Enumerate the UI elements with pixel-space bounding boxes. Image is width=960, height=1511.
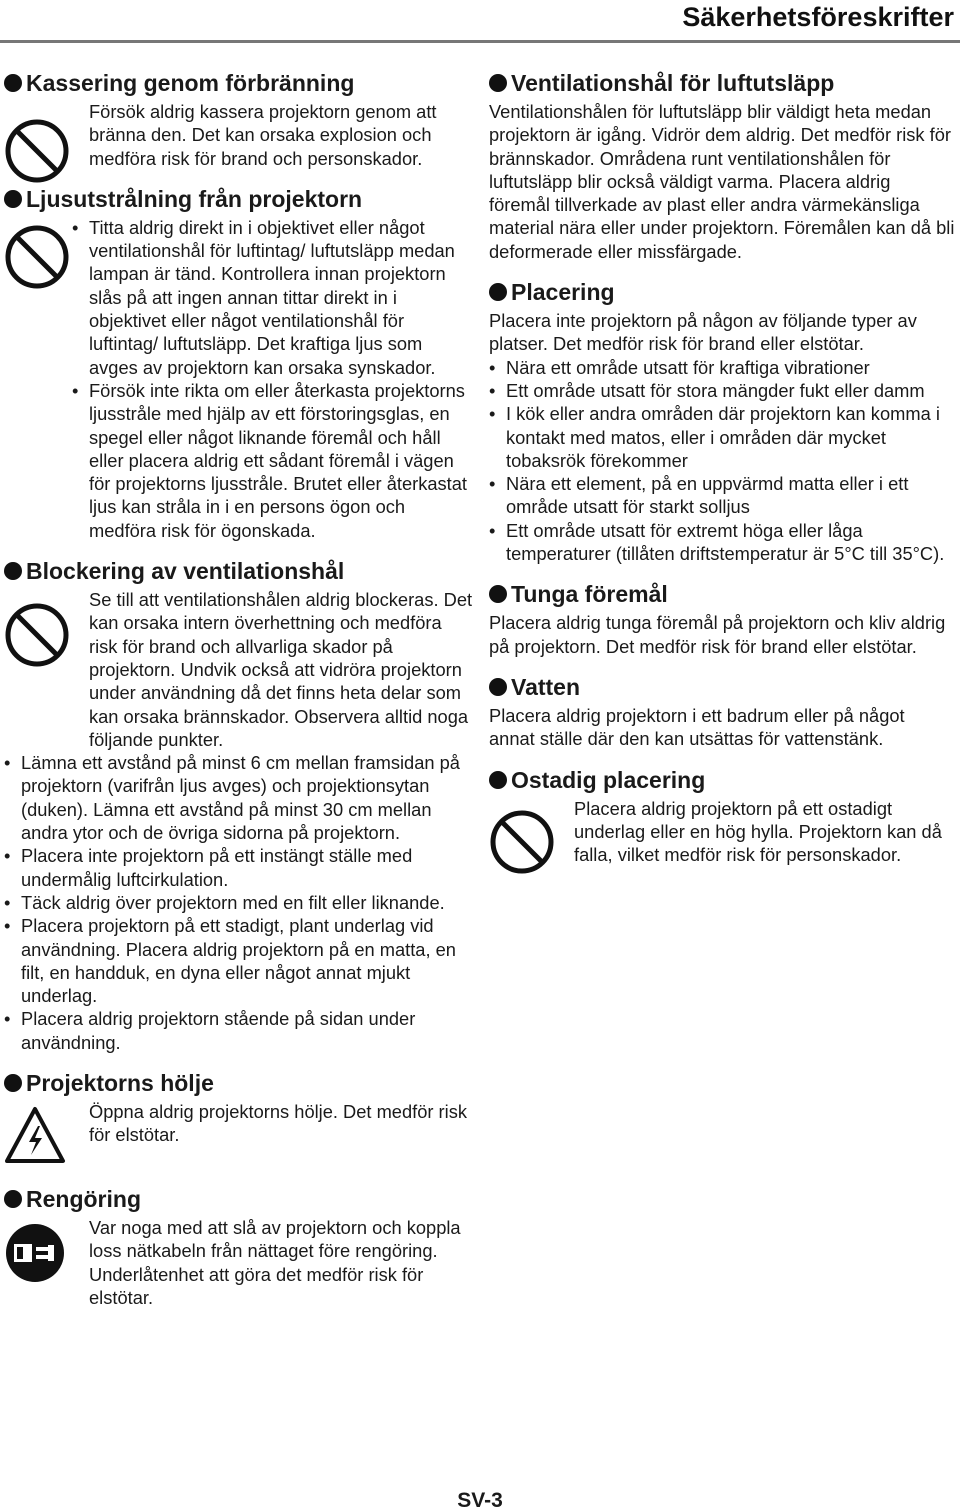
section-text: Placera aldrig projektorn på ett ostadigt underlag eller en hög hylla. Projektorn kan då falla, vilket medför risk för personskador. <box>574 797 942 866</box>
section-text: Placera aldrig tunga föremål på projektorn och kliv aldrig på projektorn. Det medför risk för brand eller elstötar. <box>489 612 946 657</box>
list-item: • Placera aldrig projektorn stående på sidan under användning. <box>4 1007 474 1054</box>
section-kassering <box>4 68 474 170</box>
section-ljusutstralning <box>4 184 474 542</box>
bullet-dot-icon <box>4 1190 22 1208</box>
bullet-dot-icon <box>489 771 507 789</box>
bullet-dot-icon <box>4 1074 22 1092</box>
bullet-list <box>4 751 474 1054</box>
section-text: Öppna aldrig projektorns hölje. Det medför risk för elstötar. <box>89 1100 467 1146</box>
section-title: Projektorns hölje <box>26 1069 214 1096</box>
list-item: • Täck aldrig över projektorn med en filt eller liknande. <box>4 891 474 914</box>
left-column <box>4 68 474 1323</box>
section-text: Se till att ventilationshålen aldrig blockeras. Det kan orsaka intern överhettning och medföra risk för brand och allvarliga skador på projektorn. Undvik också att vidröra projektorn under användning då det finns heta delar som kan orsaka brännskador. Observera alltid noga följande punkter. <box>89 589 473 750</box>
bullet-list <box>4 216 474 542</box>
prohibition-icon <box>489 809 555 875</box>
prohibition-icon <box>4 224 70 290</box>
list-item: • Lämna ett avstånd på minst 6 cm mellan framsidan på projektorn (varifrån ljus avges) och projektionsytan (duken). Lämna ett avstånd på minst 30 cm mellan andra ytor och de övriga sidorna på projektorn. <box>4 751 474 844</box>
bullet-dot-icon <box>489 678 507 696</box>
section-blockering <box>4 556 474 1054</box>
section-text: Var noga med att slå av projektorn och koppla loss nätkabeln från nättaget före rengöring. Underlåtenhet att göra det medför risk för elstötar. <box>89 1216 461 1308</box>
header-rule <box>0 40 960 43</box>
bullet-dot-icon <box>4 74 22 92</box>
section-text: Försök aldrig kassera projektorn genom att bränna den. Det kan orsaka explosion och medföra risk för brand och personskador. <box>89 101 437 169</box>
section-title: Ljusutstrålning från projektorn <box>26 185 363 212</box>
section-title: Ostadig placering <box>511 766 706 793</box>
list-item: • Ett område utsatt för extremt höga eller låga temperaturer (tillåten driftstemperatur är 5°C till 35°C). <box>489 519 955 566</box>
section-ostadig-placering <box>489 765 955 867</box>
section-vatten <box>489 672 955 751</box>
section-title: Tunga föremål <box>511 581 668 608</box>
bullet-dot-icon <box>4 190 22 208</box>
section-text: Placera inte projektorn på någon av följande typer av platser. Det medför risk för brand eller elstötar. <box>489 310 917 355</box>
list-item: • Placera inte projektorn på ett instängt ställe med undermålig luftcirkulation. <box>4 844 474 891</box>
section-title: Vatten <box>511 673 581 700</box>
section-holje <box>4 1068 474 1170</box>
section-title: Placering <box>511 279 615 306</box>
bullet-dot-icon <box>489 74 507 92</box>
right-column <box>489 68 955 880</box>
prohibition-icon <box>4 118 70 184</box>
section-title: Rengöring <box>26 1185 141 1212</box>
bullet-dot-icon <box>489 585 507 603</box>
section-ventilation <box>489 68 955 263</box>
list-item: • Ett område utsatt för stora mängder fukt eller damm <box>489 379 955 402</box>
list-item: • Nära ett område utsatt för kraftiga vibrationer <box>489 356 955 379</box>
list-item: • Nära ett element, på en uppvärmd matta eller i ett område utsatt för starkt solljus <box>489 472 955 519</box>
section-title: Blockering av ventilationshål <box>26 558 345 585</box>
unplug-icon <box>4 1222 66 1284</box>
section-rengoring <box>4 1184 474 1309</box>
electric-shock-warning-icon <box>4 1106 66 1164</box>
section-text: Placera aldrig projektorn i ett badrum eller på något annat ställe där den kan utsättas för vattenstänk. <box>489 704 905 750</box>
list-item: • Placera projektorn på ett stadigt, plant underlag vid användning. Placera aldrig projektorn på en matta, en filt, en handduk, en dyna eller något annat mjukt underlag. <box>4 914 474 1007</box>
bullet-dot-icon <box>489 283 507 301</box>
list-item: • I kök eller andra områden där projektorn kan komma i kontakt med matos, eller i områden där mycket tobaksrök förekommer <box>489 402 955 472</box>
list-item: • Titta aldrig direkt in i objektivet eller något ventilationshål för luftintag/ luftutsläpp medan lampan är tänd. Kontrollera innan projektorn slås på att ingen annan tittar direkt in i objektivet eller något ventilationshål för luftintag/ luftutsläpp. Det kraftiga ljus som avges av projektorn kan orsaka synskador. <box>72 216 474 379</box>
prohibition-icon <box>4 602 70 668</box>
bullet-dot-icon <box>4 562 22 580</box>
page-header-title: Säkerhetsföreskrifter <box>682 2 954 32</box>
section-placering <box>489 277 955 565</box>
list-item: • Försök inte rikta om eller återkasta projektorns ljusstråle med hjälp av ett förstoringsglas, en spegel eller något liknande föremål och håll eller placera aldrig ett sådant föremål i vägen för projektorns ljusstråle. Brutet eller återkastat ljus kan stråla in i en persons ögon och medföra risk för ögonskada. <box>72 379 474 542</box>
section-title: Kassering genom förbränning <box>26 70 355 96</box>
section-title: Ventilationshål för luftutsläpp <box>511 70 835 96</box>
page-number: SV-3 <box>457 1489 503 1511</box>
section-text: Ventilationshålen för luftutsläpp blir väldigt heta medan projektorn är igång. Vidrör dem aldrig. Det medför risk för brännskador. Områdena runt ventilationshålen för luftutsläpp blir också väldigt varma. Placera aldrig föremål tillverkade av plast eller andra värmekänsliga material nära eller under projektorn. Föremålen kan då bli deformerade eller missfärgade. <box>489 101 955 262</box>
bullet-list <box>489 356 955 566</box>
section-tunga-foremal <box>489 579 955 658</box>
